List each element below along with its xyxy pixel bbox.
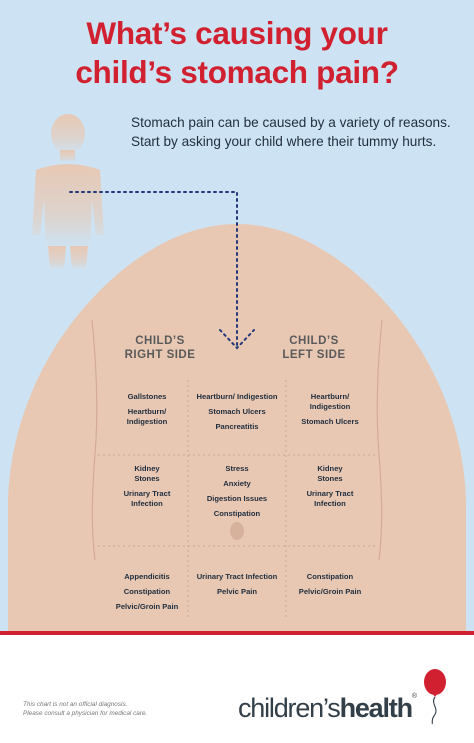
condition-item: Constipation [123,587,171,596]
cell-middle-left [290,464,370,514]
condition-item: Urinary Tract Infection [196,572,278,581]
condition-item: Heartburn/ Indigestion [196,392,278,401]
condition-item: Pelvic/Groin Pain [115,602,179,611]
divider-red [0,631,474,635]
condition-item: Gallstones [127,392,167,401]
condition-item: Constipation [306,572,354,581]
condition-item: Kidney Stones [317,464,343,483]
disclaimer-line-1: This chart is not an official diagnosis. [23,701,128,708]
condition-item: Heartburn/ Indigestion [309,392,351,411]
cell-middle-center [194,464,280,524]
cell-upper-left [290,392,370,432]
logo-text-childrens: children’s [238,693,340,723]
condition-item: Pelvic/Groin Pain [298,587,362,596]
left-side-label [264,334,364,362]
disclaimer-line-2: Please consult a physician for medical care. [23,710,148,717]
condition-item: Digestion Issues [206,494,268,503]
registered-mark: ® [411,693,418,700]
right-side-line-1: CHILD’S [135,335,185,347]
condition-item: Urinary Tract Infection [123,489,171,508]
condition-item: Urinary Tract Infection [306,489,354,508]
left-side-line-2: LEFT SIDE [282,349,346,361]
title-line-1: What’s causing your [86,15,388,51]
cell-upper-right [110,392,184,432]
condition-item: Stomach Ulcers [301,417,359,426]
disclaimer [23,700,147,718]
left-side-line-1: CHILD’S [289,335,339,347]
condition-item: Anxiety [223,479,251,488]
cell-lower-right [106,572,188,617]
cell-middle-right [110,464,184,514]
condition-item: Heartburn/ Indigestion [126,407,168,426]
logo-text-health: health [339,693,412,723]
condition-item: Pelvic Pain [216,587,258,596]
condition-item: Appendicitis [124,572,170,581]
cell-lower-center [196,572,278,602]
title-line-2: child’s stomach pain? [75,54,399,90]
condition-item: Kidney Stones [134,464,160,483]
balloon-icon [420,666,454,726]
cell-upper-center [194,392,280,437]
brand-logo [238,693,417,724]
intro-text: Stomach pain can be caused by a variety of reasons. Start by asking your child where their tummy hurts. [131,115,451,149]
belly-button [230,522,244,540]
right-side-label [110,334,210,362]
condition-item: Stress [225,464,249,473]
condition-item: Pancreatitis [215,422,259,431]
condition-item: Stomach Ulcers [208,407,266,416]
cell-lower-left [288,572,372,602]
right-side-line-2: RIGHT SIDE [124,349,196,361]
condition-item: Constipation [213,509,261,518]
